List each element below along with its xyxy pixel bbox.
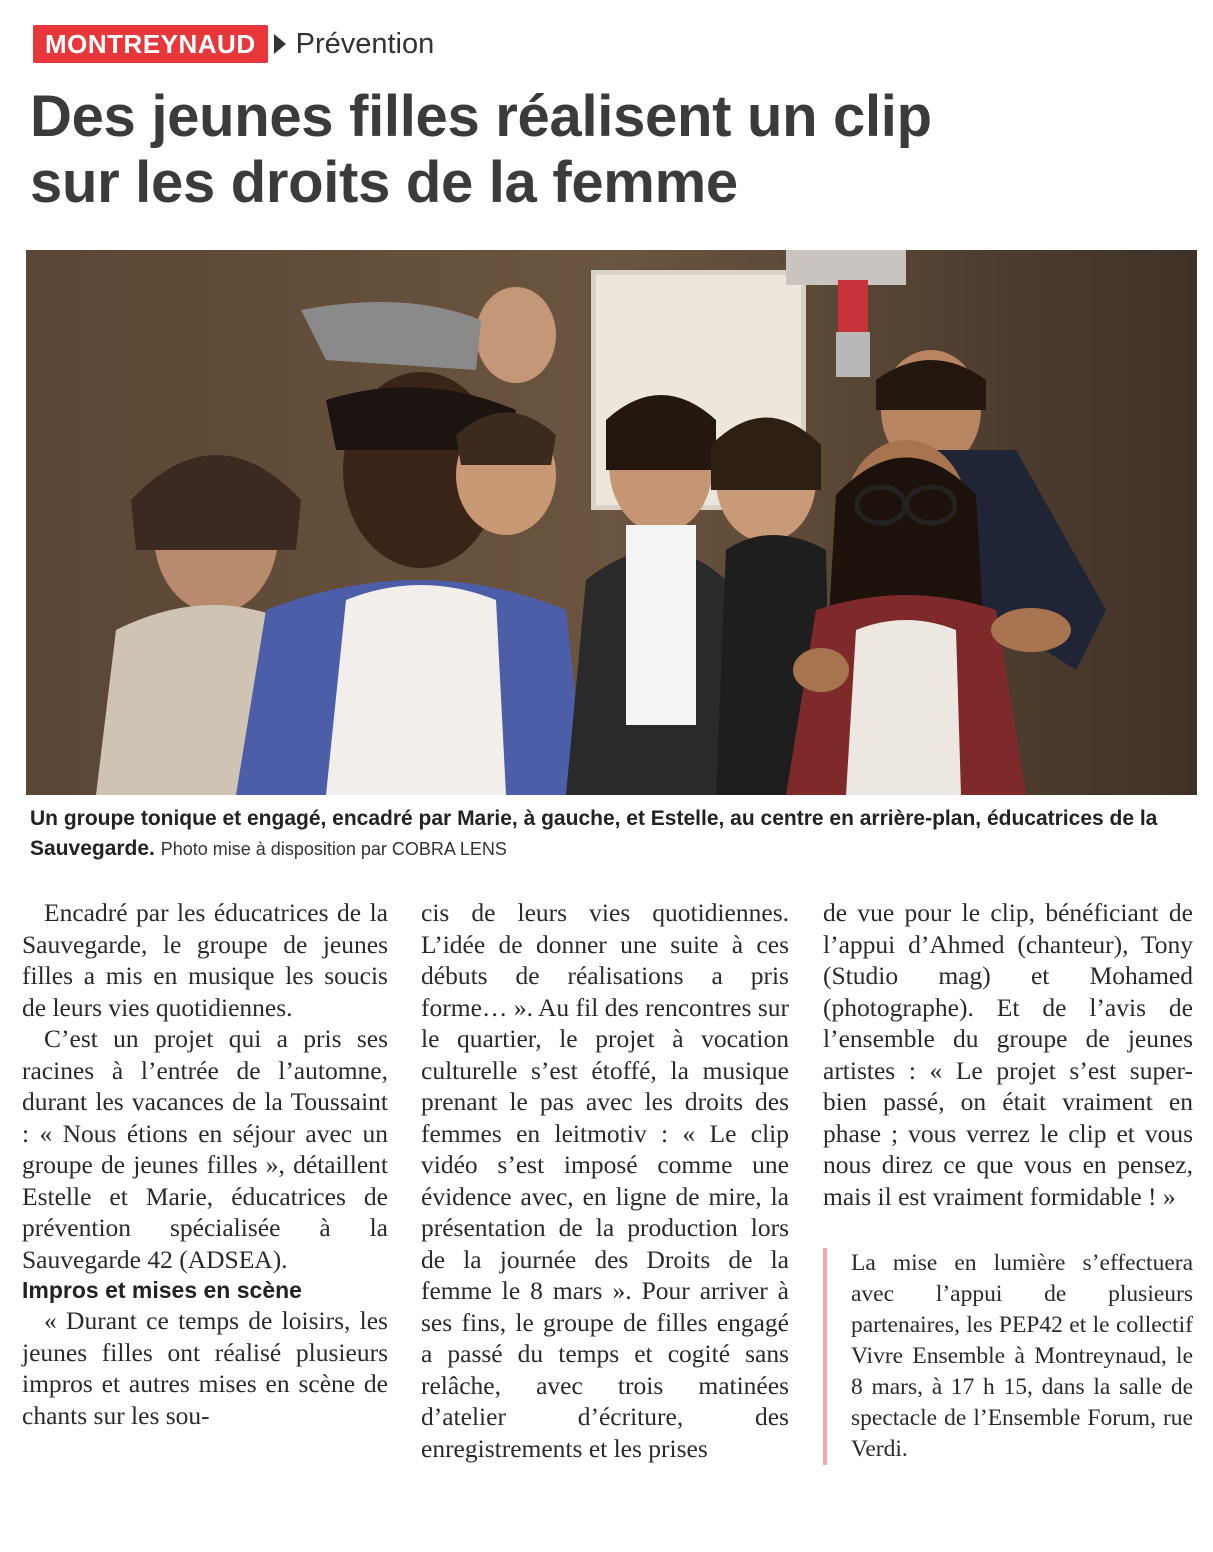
article-column-3 (823, 897, 1193, 1465)
info-box-text: La mise en lumière s’effectuera avec l’appui de plusieurs partenaires, les PEP42 et le collectif Vivre Ensemble à Montreynaud, le 8 mars, à 17 h 15, dans la salle de spectacle de l’Ensemble Forum, rue Verdi. (851, 1250, 1193, 1462)
photo-caption (30, 804, 1190, 864)
article-column-1 (22, 897, 388, 1431)
photo-credit: Photo mise à disposition par COBRA LENS (160, 839, 507, 859)
paragraph-projet: C’est un projet qui a pris ses racines à l’entrée de l’automne, durant les vacances de la Toussaint : « Nous étions en séjour avec un groupe de jeunes filles », détaillent Estelle et Marie, éducatrices de prévention spécialisée à la Sauvegarde 42 (ADSEA). (22, 1024, 388, 1274)
paragraph-intro: Encadré par les éducatrices de la Sauvegarde, le groupe de jeunes filles a mis en musique les soucis de leurs vies quotidiennes. (22, 898, 388, 1022)
paragraph-conclusion: de vue pour le clip, bénéficiant de l’appui d’Ahmed (chanteur), Tony (Studio mag) et Mohamed (photographe). Et de l’avis de l’ensemble du groupe de jeunes artistes : « Le projet s’est super-bien passé, on était vraiment en phase ; vous verrez le clip et vous nous direz ce que vous en pensez, mais il est vraiment formidable ! » (823, 898, 1193, 1211)
subheading: Impros et mises en scène (22, 1277, 302, 1303)
group-photo (26, 250, 1197, 795)
article-column-2 (421, 897, 789, 1464)
headline-line-2: sur les droits de la femme (30, 150, 738, 215)
triangle-arrow-icon (274, 34, 286, 54)
section-label: Prévention (295, 27, 435, 60)
caption-text: Un groupe tonique et engagé, encadré par Marie, à gauche, et Estelle, au centre en arrière-plan, éducatrices de la Sauvegarde. (30, 807, 1158, 860)
headline (30, 84, 1180, 216)
rubric-bar (33, 24, 434, 64)
paragraph-continuation: cis de leurs vies quotidiennes. L’idée de donner une suite à ces débuts de réalisations a pris forme… ». Au fil des rencontres sur le quartier, le projet à vocation culturelle s’est étoffé, la musique prenant le pas avec les droits des femmes en leitmotiv : « Le clip vidéo s’est imposé comme une évidence avec, en ligne de mire, la présentation de la production lors de la journée des Droits de la femme le 8 mars ». Pour arriver à ses fins, le groupe de filles engagé a passé du temps et cogité sans relâche, avec trois matinées d’atelier d’écriture, des enregistrements et les prises (421, 898, 789, 1463)
location-tag: MONTREYNAUD (33, 25, 268, 63)
info-box (823, 1248, 1193, 1465)
paragraph-impros: « Durant ce temps de loisirs, les jeunes filles ont réalisé plusieurs impros et autres mises en scène de chants sur les sou- (22, 1306, 388, 1430)
headline-line-1: Des jeunes filles réalisent un clip (30, 84, 932, 149)
